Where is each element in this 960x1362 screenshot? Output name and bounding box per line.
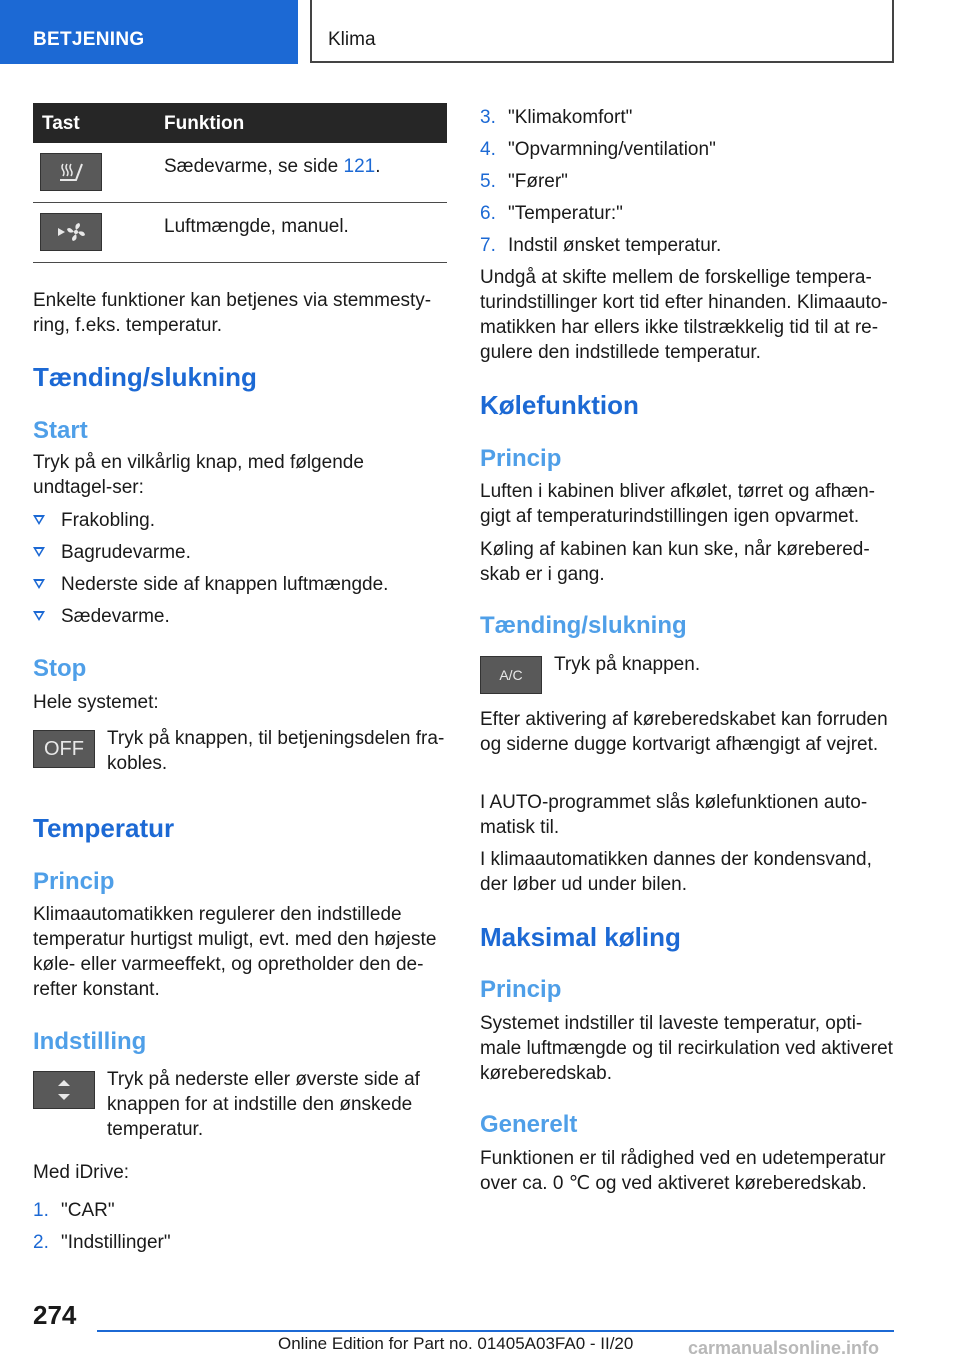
cooling-on-off-text: Tryk på knappen.	[554, 654, 701, 675]
key-function-table	[33, 103, 447, 263]
subsection-title-principle: Princip	[33, 868, 115, 895]
max-cooling-general-text: Funktionen er til rådighed ved en udetemperatur over ca. 0 ℃ og ved aktiveret køreberedskab.	[480, 1148, 886, 1194]
subsection-title-on-off: Tænding/slukning	[480, 612, 687, 639]
list-item: Nederste side af knappen luftmængde.	[33, 572, 447, 604]
cooling-principle-text-1: Luften i kabinen bliver afkølet, tørret og afhæn-gigt af temperaturindstillingen igen opvarmet.	[480, 481, 875, 527]
footer-divider	[97, 1330, 894, 1332]
subsection-title-principle: Princip	[480, 445, 562, 472]
intro-text: Enkelte funktioner kan betjenes via stemmesty-ring, f.eks. temperatur.	[33, 290, 432, 336]
triangle-bullet-icon	[33, 579, 45, 589]
header-section-tab	[0, 0, 298, 64]
header-chapter-box	[310, 0, 894, 63]
temperature-principle-text: Klimaautomatikken regulerer den indstillede temperatur hurtigst muligt, evt. med den højeste køle- eller varmeeffekt, og opretholder den de-refter konstant.	[33, 904, 437, 1000]
list-item: 4. "Opvarmning/ventilation"	[480, 139, 716, 160]
triangle-bullet-icon	[33, 547, 45, 557]
setting-text: Tryk på nederste eller øverste side af knappen for at indstille den ønskede temperatur.	[107, 1069, 420, 1140]
table-cell-function: Sædevarme, se side 121.	[164, 156, 381, 177]
ac-button-icon: A/C	[480, 656, 542, 694]
cooling-after-text-2: I AUTO-programmet slås kølefunktionen auto-matisk til.	[480, 792, 868, 838]
list-item: 2. "Indstillinger"	[33, 1232, 171, 1253]
list-item: Sædevarme.	[33, 604, 447, 636]
section-title-max-cooling: Maksimal køling	[480, 922, 681, 952]
list-item: 7. Indstil ønsket temperatur.	[480, 235, 722, 256]
table-row	[33, 143, 447, 203]
subsection-title-start: Start	[33, 417, 88, 444]
triangle-bullet-icon	[33, 611, 45, 621]
triangle-bullet-icon	[33, 515, 45, 525]
table-header-key: Tast	[42, 113, 80, 134]
idrive-intro-text: Med iDrive:	[33, 1162, 130, 1183]
list-item: Bagrudevarme.	[33, 540, 447, 572]
stop-text: Tryk på knappen, til betjeningsdelen fra-kobles.	[107, 728, 445, 774]
table-header-row	[33, 103, 447, 143]
section-title-cooling: Kølefunktion	[480, 390, 639, 420]
cooling-principle-text-2: Køling af kabinen kan kun ske, når kørebered-skab er i gang.	[480, 539, 870, 585]
stop-intro-text: Hele systemet:	[33, 692, 159, 713]
cooling-after-text-3: I klimaautomatikken dannes der kondensvand, der løber ud under bilen.	[480, 849, 872, 895]
subsection-title-setting: Indstilling	[33, 1028, 147, 1055]
table-cell-function: Luftmængde, manuel.	[164, 216, 349, 237]
exceptions-list	[33, 508, 447, 636]
list-item: 1. "CAR"	[33, 1200, 115, 1221]
off-button-icon: OFF	[33, 730, 95, 768]
watermark-text: carmanualsonline.info	[688, 1338, 880, 1358]
cooling-after-text-1: Efter aktivering af køreberedskabet kan forruden og siderne dugge kortvarigt afhængigt af vejret.	[480, 709, 888, 755]
header-section-label: BETJENING	[33, 29, 145, 50]
max-cooling-principle-text: Systemet indstiller til laveste temperatur, opti-male luftmængde og til recirkulation ved aktiveret køreberedskab.	[480, 1013, 893, 1084]
list-item: 5. "Fører"	[480, 171, 568, 192]
list-item: 3. "Klimakomfort"	[480, 107, 633, 128]
subsection-title-general: Generelt	[480, 1111, 578, 1138]
subsection-title-stop: Stop	[33, 655, 87, 682]
start-text: Tryk på en vilkårlig knap, med følgende undtagel-ser:	[33, 452, 364, 498]
seat-heating-icon	[40, 153, 102, 191]
idrive-steps-list-left	[33, 1198, 447, 1262]
page-reference-link[interactable]: 121	[343, 156, 376, 177]
header-chapter-label: Klima	[328, 29, 376, 50]
page-number: 274	[33, 1300, 77, 1330]
section-title-temperature: Temperatur	[33, 813, 175, 843]
table-header-function: Funktion	[164, 113, 245, 134]
fan-icon	[40, 213, 102, 251]
list-item: Frakobling.	[33, 508, 447, 540]
section-title-on-off: Tænding/slukning	[33, 362, 257, 392]
subsection-title-principle: Princip	[480, 976, 562, 1003]
table-row	[33, 203, 447, 263]
avoid-switching-text: Undgå at skifte mellem de forskellige tempera-turindstillinger kort tid efter hinanden. Klimaauto-matikken har ellers ikke tilstrækkelig tid til at re-gulere den indstillede temperatur.	[480, 267, 888, 363]
idrive-steps-list-right	[480, 105, 896, 265]
footer-edition-text: Online Edition for Part no. 01405A03FA0 - II/20	[278, 1334, 634, 1353]
list-item: 6. "Temperatur:"	[480, 203, 623, 224]
temperature-up-down-icon	[33, 1071, 95, 1109]
